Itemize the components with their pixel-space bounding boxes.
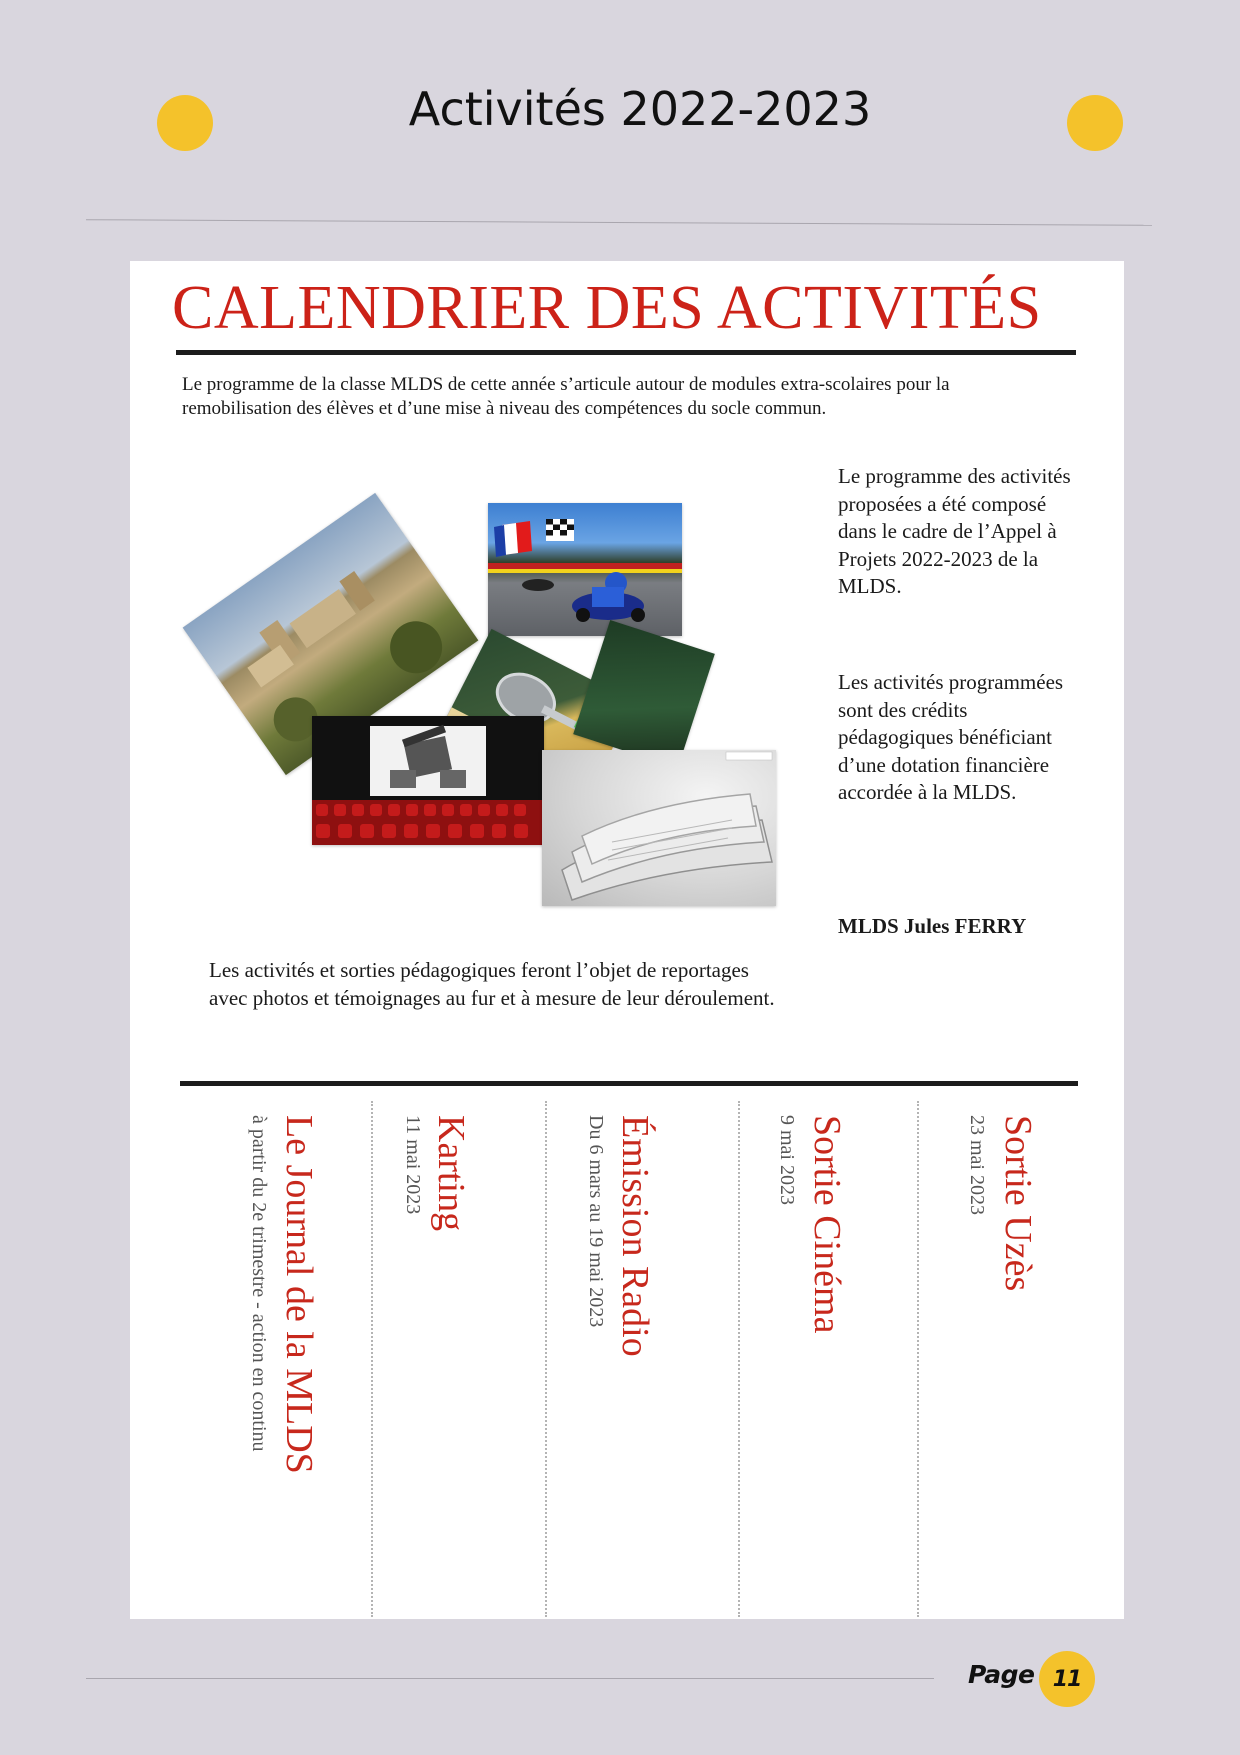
footer-divider xyxy=(86,1678,934,1679)
activity-date: à partir du 2e trimestre - action en continu xyxy=(248,1115,270,1452)
side-paragraph-credits: Les activités programmées sont des crédits pédagogiques bénéficiant d’une dotation financière accordée à la MLDS. xyxy=(838,670,1064,804)
activity-date: 11 mai 2023 xyxy=(402,1115,424,1215)
page-number: 11 xyxy=(1039,1651,1095,1707)
column-divider xyxy=(917,1101,919,1617)
side-paragraph-program: Le programme des activités proposées a été composé dans le cadre de l’Appel à Projets 2022-2023 de la MLDS. xyxy=(838,464,1071,598)
activity-title: Karting xyxy=(430,1115,472,1232)
activity-date: 9 mai 2023 xyxy=(776,1115,798,1205)
activity-title: Le Journal de la MLDS xyxy=(278,1115,320,1474)
karting-photo xyxy=(488,503,682,636)
calendar-divider xyxy=(180,1081,1078,1086)
calendar-panel xyxy=(130,261,1124,1619)
cinema-photo xyxy=(312,716,544,845)
signature: MLDS Jules FERRY xyxy=(838,914,1027,938)
activity-date: 23 mai 2023 xyxy=(966,1115,988,1215)
column-divider xyxy=(738,1101,740,1617)
newspaper-photo xyxy=(542,750,776,906)
page-title: Activités 2022-2023 xyxy=(408,82,872,136)
activity-title: Émission Radio xyxy=(614,1115,656,1357)
header-divider xyxy=(86,219,1152,226)
activity-title: Sortie Cinéma xyxy=(806,1115,848,1334)
activity-date: Du 6 mars au 19 mai 2023 xyxy=(585,1115,607,1328)
activity-title: Sortie Uzès xyxy=(997,1115,1039,1292)
outro-text: Les activités et sorties pédagogiques feront l’objet de reportages avec photos et témoignages au fur et à mesure de leur déroulement. xyxy=(209,958,775,1010)
calendar-title: CALENDRIER DES ACTIVITÉS xyxy=(172,274,1042,342)
column-divider xyxy=(545,1101,547,1617)
page-label: Page xyxy=(968,1660,1035,1689)
title-underline xyxy=(176,350,1076,355)
column-divider xyxy=(371,1101,373,1617)
intro-text: Le programme de la classe MLDS de cette année s’articule autour de modules extra-scolaires pour la remobilisation des élèves et d’une mise à niveau des compétences du socle commun. xyxy=(182,374,950,419)
